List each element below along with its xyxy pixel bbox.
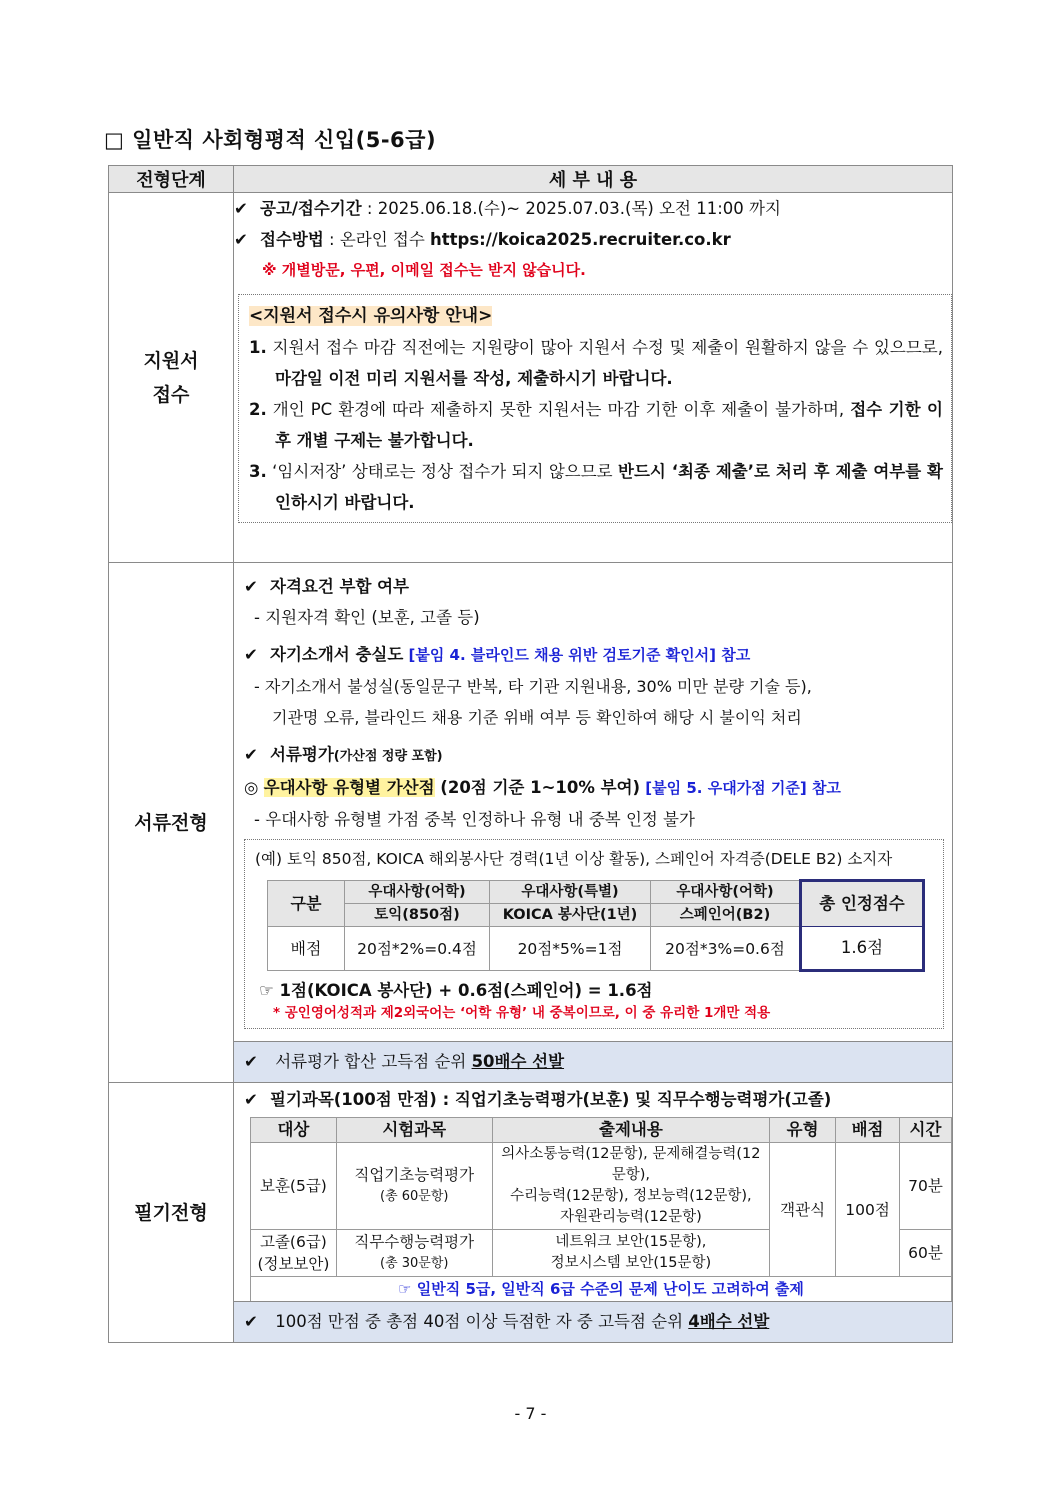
item-text: 지원서 접수 마감 직전에는 지원량이 많아 지원서 수정 및 제출이 원활하지 않을 수 있으므로,: [266, 338, 943, 357]
period-label: 공고/접수기간: [260, 199, 362, 218]
stage-application: [109, 193, 234, 563]
caution-title-text: <지원서 접수시 유의사항 안내>: [249, 306, 493, 326]
item-text: 개인 PC 환경에 따라 제출하지 못한 지원서는 마감 기한 이후 제출이 불가하며,: [266, 400, 851, 419]
bonus-calculation: ☞ 1점(KOICA 봉사단) + 0.6점(스페인어) = 1.6점: [259, 981, 653, 1000]
method-value: : 온라인 접수: [323, 230, 430, 249]
check-icon: ✔: [234, 199, 248, 218]
check-icon: ✔: [234, 230, 248, 249]
written-subject-text: 필기과목(100점 만점) : 직업기초능력평가(보훈) 및 직무수행능력평가(고졸): [270, 1090, 832, 1109]
example-value-3: 20점*3%=0.6점: [651, 927, 801, 971]
example-box: [244, 839, 944, 1029]
example-col-3-bottom: 스페인어(B2): [651, 904, 801, 927]
essay-reference: [붙임 4. 블라인드 채용 위반 검토기준 확인서] 참고: [403, 646, 751, 664]
exam-target-sub: (정보보안): [257, 1255, 330, 1273]
stage-application-line2: 접수: [152, 383, 190, 406]
exam-content-line: 의사소통능력(12문항), 문제해결능력(12문항),: [501, 1146, 761, 1183]
caution-item-3: [249, 456, 943, 518]
document-screening-row: [109, 563, 953, 1083]
example-col-1-top: 우대사항(어학): [345, 881, 490, 904]
exam-score: 100점: [836, 1143, 900, 1277]
example-col-label: 구분: [268, 881, 345, 927]
bonus-line: [244, 772, 944, 804]
bonus-calculation-note: * 공인영어성적과 제2외국어는 ‘어학 유형’ 내 중복이므로, 이 중 유리한 1개만 적용: [273, 1005, 771, 1021]
bullet-icon: ◎: [244, 778, 264, 797]
caution-item-2: [249, 394, 943, 456]
exam-content-cell: [492, 1143, 770, 1230]
exam-content-cell: [492, 1230, 770, 1277]
item-number: 3.: [249, 462, 267, 481]
example-total-header: 총 인정점수: [801, 881, 924, 927]
exam-time: 70분: [900, 1143, 952, 1230]
example-col-2-bottom: KOICA 봉사단(1년): [490, 904, 651, 927]
caution-box-title: [249, 301, 943, 332]
example-text: (예) 토익 850점, KOICA 해외봉사단 경력(1년 이상 활동), 스페인어 자격증(DELE B2) 소지자: [255, 850, 893, 868]
exam-content-line: 수리능력(12문항), 정보능력(12문항),: [510, 1188, 752, 1204]
exam-row-veteran: [251, 1143, 952, 1230]
exam-time: 60분: [900, 1230, 952, 1277]
method-label: 접수방법: [260, 230, 324, 249]
exam-subject-cell: [336, 1230, 492, 1277]
exam-target: 보훈(5급): [251, 1143, 337, 1230]
example-col-2-top: 우대사항(특별): [490, 881, 651, 904]
bonus-value: (20점 기준 1~10% 부여): [434, 778, 641, 797]
essay-detail-1: - 자기소개서 불성실(동일문구 반복, 타 기관 지원내용, 30% 미만 분량 기술 등),: [254, 677, 812, 696]
exam-table-wrap: [234, 1117, 952, 1301]
document-selection-footer: [234, 1041, 952, 1082]
item-bold-text: 마감일 이전 미리 지원서를 작성, 제출하시기 바랍니다.: [275, 369, 673, 388]
written-detail: [234, 1083, 953, 1343]
bonus-label: 우대사항 유형별 가산점: [263, 778, 435, 797]
exam-header-score: 배점: [836, 1118, 900, 1143]
recruitment-table: [108, 165, 953, 1343]
check-icon: ✔: [244, 745, 258, 764]
exam-header-target: 대상: [251, 1118, 337, 1143]
essay-detail-2: 기관명 오류, 블라인드 채용 기준 위배 여부 등 확인하여 해당 시 불이익 처리: [272, 708, 802, 727]
written-detail-body: [234, 1083, 952, 1301]
exam-table: [250, 1117, 952, 1301]
selection-text: 서류평가 합산 고득점 순위: [270, 1052, 472, 1071]
example-col-1-bottom: 토익(850점): [345, 904, 490, 927]
example-total-value: 1.6점: [801, 927, 924, 971]
bonus-detail: - 우대사항 유형별 가점 중복 인정하나 유형 내 중복 인정 불가: [254, 810, 695, 829]
exam-content-line: 네트워크 보안(15문항),: [555, 1234, 707, 1250]
example-col-3-top: 우대사항(어학): [651, 881, 801, 904]
document-eval-sub: (가산점 정량 포함): [333, 749, 443, 764]
check-icon: ✔: [244, 577, 258, 596]
document-eval-label: 서류평가: [270, 745, 334, 764]
exam-header-time: 시간: [900, 1118, 952, 1143]
exam-header-content: 출제내용: [492, 1118, 770, 1143]
stage-application-line1: 지원서: [143, 349, 199, 372]
exam-target: 고졸(6급): [259, 1233, 327, 1251]
header-detail: 세 부 내 용: [234, 166, 953, 193]
written-selection-footer: [234, 1301, 952, 1342]
selection-text: 100점 만점 중 총점 40점 이상 득점한 자 중 고득점 순위: [270, 1312, 689, 1331]
section-title: □ 일반직 사회형평적 신입(5-6급): [104, 128, 437, 152]
caution-item-1: [249, 332, 943, 394]
exam-difficulty-note: ☞ 일반직 5급, 일반직 6급 수준의 문제 난이도 고려하여 출제: [251, 1277, 952, 1302]
exam-header-type: 유형: [770, 1118, 836, 1143]
page-number: - 7 -: [514, 1404, 547, 1423]
stage-document: 서류전형: [109, 563, 234, 1083]
qualification-line: [244, 571, 944, 602]
selection-bold: 4배수 선발: [688, 1312, 770, 1331]
written-exam-row: [109, 1083, 953, 1343]
item-bold-text: 접수 기한 이후 개별 구제는 불가합니다.: [275, 400, 944, 450]
exam-content-line: 자원관리능력(12문항): [559, 1209, 702, 1225]
document-eval-line: [244, 739, 944, 772]
example-value-1: 20점*2%=0.4점: [345, 927, 490, 971]
item-number: 2.: [249, 400, 267, 419]
essay-line: [244, 639, 944, 671]
exam-target-cell: [251, 1230, 337, 1277]
application-url-link[interactable]: https://koica2025.recruiter.co.kr: [430, 230, 731, 249]
item-text: ‘임시저장’ 상태로는 정상 접수가 되지 않으므로: [266, 462, 619, 481]
selection-bold: 50배수 선발: [471, 1052, 565, 1071]
exam-subject-note: (총 30문항): [380, 1256, 449, 1271]
example-score-table: [267, 879, 925, 972]
exam-subject-cell: [336, 1143, 492, 1230]
item-number: 1.: [249, 338, 267, 357]
header-stage: 전형단계: [109, 166, 234, 193]
document-detail-body: [234, 563, 952, 1041]
check-icon: ✔: [244, 1312, 258, 1331]
exam-subject: 직업기초능력평가: [354, 1166, 475, 1184]
written-subject-line: [234, 1085, 952, 1115]
table-header-row: [109, 166, 953, 193]
exam-type: 객관식: [770, 1143, 836, 1277]
exam-subject-note: (총 60문항): [380, 1189, 449, 1204]
period-line: [234, 193, 952, 224]
qualification-detail: - 지원자격 확인 (보훈, 고졸 등): [254, 608, 480, 627]
exam-header-subject: 시험과목: [336, 1118, 492, 1143]
item-bold-text: 반드시 ‘최종 제출’로 처리 후 제출 여부를 확인하시기 바랍니다.: [275, 462, 943, 512]
stage-written: 필기전형: [109, 1083, 234, 1343]
essay-label: 자기소개서 충실도: [270, 645, 404, 664]
document-detail: [234, 563, 953, 1083]
bonus-reference: [붙임 5. 우대가점 기준] 참고: [640, 779, 841, 797]
check-icon: ✔: [244, 1052, 258, 1071]
check-icon: ✔: [244, 645, 258, 664]
application-row: [109, 193, 953, 563]
period-value: : 2025.06.18.(수)~ 2025.07.03.(목) 오전 11:00 까지: [361, 199, 781, 218]
submission-notice: ※ 개별방문, 우편, 이메일 접수는 받지 않습니다.: [262, 261, 586, 279]
qualification-label: 자격요건 부합 여부: [270, 577, 410, 596]
application-caution-box: [238, 294, 952, 523]
application-detail: [234, 193, 953, 563]
example-row-label: 배점: [268, 927, 345, 971]
method-line: [234, 224, 952, 255]
exam-content-line: 정보시스템 보안(15문항): [550, 1255, 712, 1271]
check-icon: ✔: [244, 1090, 258, 1109]
example-value-2: 20점*5%=1점: [490, 927, 651, 971]
exam-subject: 직무수행능력평가: [354, 1233, 475, 1251]
